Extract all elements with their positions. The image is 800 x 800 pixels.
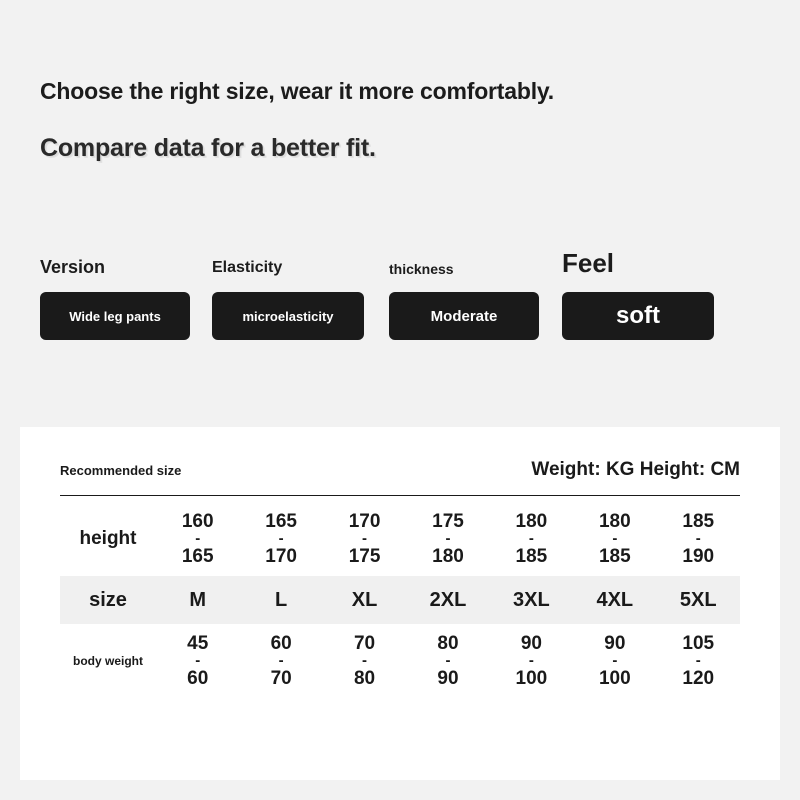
table-cell-size-5: 3XL (490, 576, 573, 624)
table-cell-weight-1 (156, 624, 239, 698)
height-dash-6: - (612, 530, 618, 548)
height-dash-4: - (445, 530, 451, 548)
weight-min-6: 90 (604, 632, 626, 654)
attribute-thickness-label: thickness (389, 261, 454, 277)
attribute-version-label: Version (40, 257, 106, 277)
height-dash-2: - (278, 530, 284, 548)
headline-secondary: Compare data for a better fit. (40, 133, 376, 162)
height-max-5: 185 (515, 545, 548, 567)
weight-dash-4: - (445, 652, 451, 670)
row-label-height: height (79, 528, 137, 549)
table-row-size (60, 576, 740, 624)
height-max-7: 190 (682, 545, 715, 567)
weight-min-1: 45 (187, 632, 209, 654)
table-cell-weight-5 (490, 624, 573, 698)
table-cell-weight-3 (323, 624, 406, 698)
table-cell-height-2 (239, 502, 322, 576)
weight-max-6: 100 (598, 667, 631, 689)
weight-max-3: 80 (353, 667, 376, 689)
height-dash-5: - (528, 530, 534, 548)
weight-min-7: 105 (682, 632, 715, 654)
table-row-height (60, 502, 740, 576)
height-min-7: 185 (682, 510, 715, 532)
weight-min-5: 90 (520, 632, 542, 654)
weight-max-7: 120 (682, 667, 715, 689)
height-min-6: 180 (598, 510, 631, 532)
height-max-2: 170 (265, 545, 297, 567)
table-cell-height-3 (323, 502, 406, 576)
table-cell-size-2: L (239, 576, 322, 624)
height-max-4: 180 (432, 545, 464, 567)
attribute-version-value: Wide leg pants (40, 292, 190, 340)
weight-min-4: 80 (437, 632, 459, 654)
weight-max-1: 60 (187, 667, 209, 689)
attribute-version (40, 258, 212, 340)
height-max-6: 185 (598, 545, 631, 567)
weight-max-2: 70 (270, 667, 292, 689)
size-chart-card (20, 427, 780, 780)
height-max-3: 175 (348, 545, 381, 567)
height-dash-1: - (195, 530, 201, 548)
weight-dash-3: - (362, 652, 368, 670)
attribute-feel-label: Feel (562, 248, 615, 278)
weight-max-5: 100 (515, 667, 548, 689)
recommended-size-label: Recommended size (60, 463, 182, 478)
height-min-1: 160 (181, 510, 214, 532)
row-label-size: size (60, 576, 156, 624)
size-table (60, 502, 740, 698)
table-cell-height-7 (657, 502, 740, 576)
attribute-thickness (389, 262, 562, 340)
headline-primary: Choose the right size, wear it more comfortably. (40, 78, 554, 104)
attribute-elasticity-value: microelasticity (212, 292, 364, 340)
height-min-3: 170 (348, 510, 381, 532)
table-cell-size-4: 2XL (406, 576, 489, 624)
height-dash-7: - (695, 530, 701, 548)
height-dash-3: - (362, 530, 368, 548)
height-min-4: 175 (432, 510, 464, 532)
weight-max-4: 90 (437, 667, 459, 689)
height-min-5: 180 (515, 510, 548, 532)
height-max-1: 165 (181, 545, 214, 567)
attribute-thickness-value: Moderate (389, 292, 539, 340)
table-cell-weight-7 (657, 624, 740, 698)
height-min-2: 165 (265, 510, 297, 532)
weight-dash-6: - (612, 652, 618, 670)
attribute-elasticity-label: Elasticity (212, 259, 283, 276)
weight-min-2: 60 (270, 632, 292, 654)
table-cell-weight-4 (406, 624, 489, 698)
headline-block (40, 78, 760, 163)
attribute-feel-value: soft (562, 292, 714, 340)
weight-min-3: 70 (353, 632, 376, 654)
table-cell-size-3: XL (323, 576, 406, 624)
row-label-weight: body weight (73, 654, 143, 668)
table-cell-weight-6 (573, 624, 656, 698)
table-cell-weight-2 (239, 624, 322, 698)
weight-dash-2: - (278, 652, 284, 670)
weight-dash-5: - (528, 652, 534, 670)
table-row-weight (60, 624, 740, 698)
weight-dash-7: - (695, 652, 701, 670)
size-chart-header (60, 459, 740, 496)
attribute-feel (562, 250, 722, 340)
table-cell-height-4 (406, 502, 489, 576)
weight-dash-1: - (195, 652, 201, 670)
attribute-elasticity (212, 260, 389, 340)
attribute-row (40, 250, 760, 340)
table-cell-height-1 (156, 502, 239, 576)
table-cell-size-7: 5XL (657, 576, 740, 624)
units-label: Weight: KG Height: CM (531, 459, 740, 480)
table-cell-height-5 (490, 502, 573, 576)
table-cell-size-6: 4XL (573, 576, 656, 624)
table-cell-size-1: M (156, 576, 239, 624)
table-cell-height-6 (573, 502, 656, 576)
